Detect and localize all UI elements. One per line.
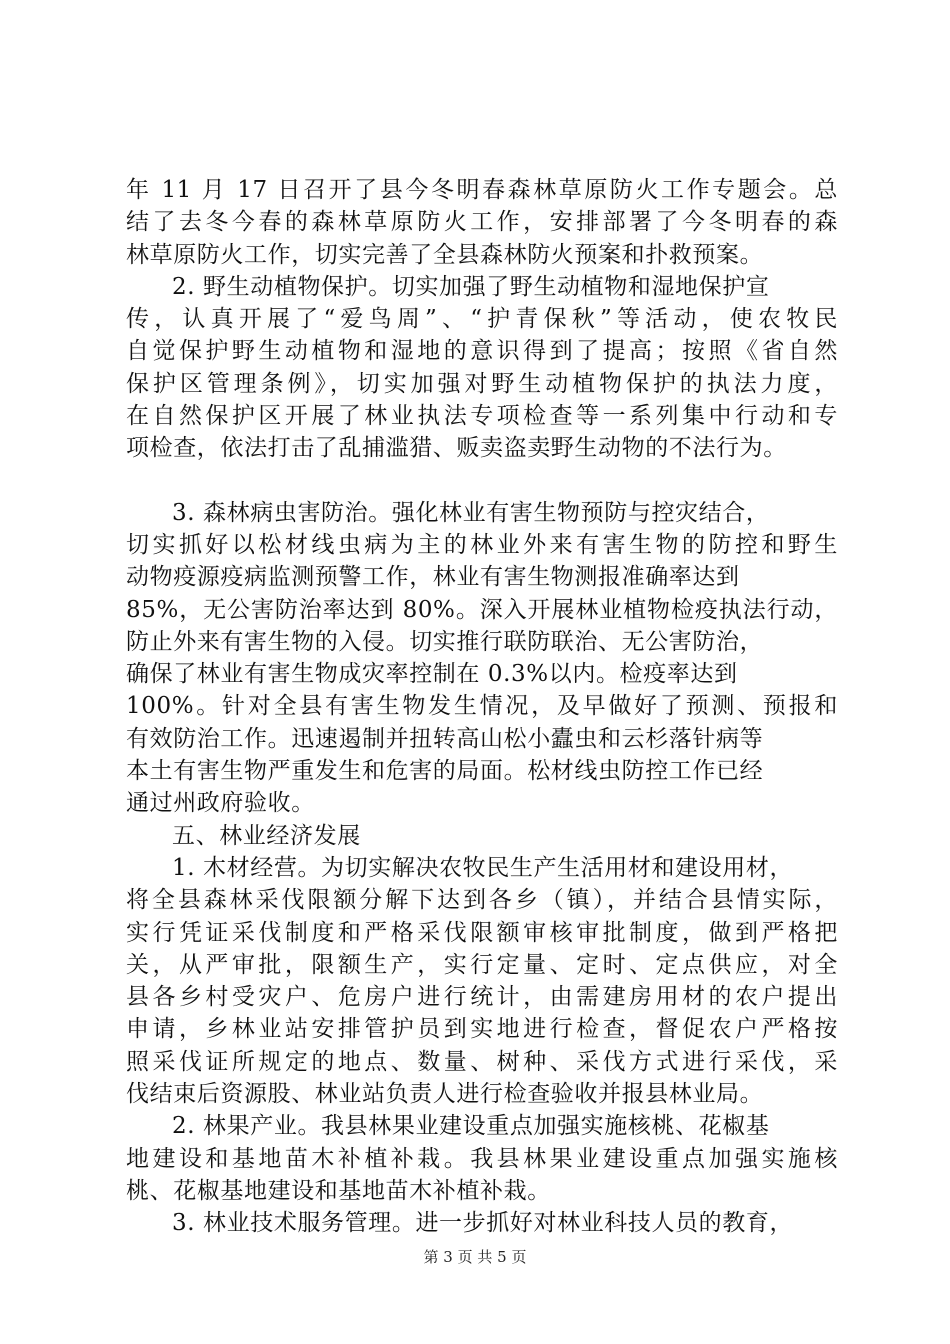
text-line: 实行凭证采伐制度和严格采伐限额审核审批制度，做到严格把 <box>126 919 838 946</box>
paragraph-pest-control <box>126 497 838 820</box>
text-line: 年 11 月 17 日召开了县今冬明春森林草原防火工作专题会。总 <box>126 177 838 203</box>
text-line: 在自然保护区开展了林业执法专项检查等一系列集中行动和专 <box>126 403 838 430</box>
text-line: 3. 森林病虫害防治。强化林业有害生物预防与控灾结合， <box>172 499 770 526</box>
text-line: 2. 林果产业。我县林果业建设重点加强实施核桃、花椒基 <box>172 1113 770 1140</box>
text-line: 自觉保护野生动植物和湿地的意识得到了提高；按照《省自然 <box>126 338 838 365</box>
text-line: 确保了林业有害生物成灾率控制在 0.3%以内。检疫率达到 <box>126 661 738 688</box>
text-line: 伐结束后资源股、林业站负责人进行检查验收并报县林业局。 <box>126 1081 764 1108</box>
text-line: 本土有害生物严重发生和危害的局面。松材线虫防控工作已经 <box>126 758 764 785</box>
text-line: 照采伐证所规定的地点、数量、树种、采伐方式进行采伐，采 <box>126 1048 838 1075</box>
page-number-label: 第 3 页 共 5 页 <box>423 1248 527 1266</box>
text-line: 桃、花椒基地建设和基地苗木补植补栽。 <box>126 1177 551 1204</box>
page-footer <box>0 1246 950 1267</box>
text-line: 防止外来有害生物的入侵。切实推行联防联治、无公害防治， <box>126 628 764 655</box>
text-line: 县各乡村受灾户、危房户进行统计，由需建房用材的农户提出 <box>126 984 838 1011</box>
text-line: 动物疫源疫病监测预警工作，林业有害生物测报准确率达到 <box>126 564 740 591</box>
text-line: 申请，乡林业站安排管护员到实地进行检查，督促农户严格按 <box>126 1016 838 1043</box>
paragraph-fire-prevention-tail <box>126 174 838 271</box>
text-line: 关，从严审批，限额生产，实行定量、定时、定点供应，对全 <box>126 951 838 978</box>
paragraph-wildlife-protection <box>126 271 838 465</box>
text-line: 3. 林业技术服务管理。进一步抓好对林业科技人员的教育， <box>172 1210 794 1237</box>
text-line: 保护区管理条例》，切实加强对野生动植物保护的执法力度， <box>126 370 838 397</box>
text-line: 结了去冬今春的森林草原防火工作，安排部署了今冬明春的森 <box>126 209 838 236</box>
text-line: 地建设和基地苗木补植补栽。我县林果业建设重点加强实施核 <box>126 1145 838 1172</box>
text-line: 有效防治工作。迅速遏制并扭转高山松小蠹虫和云杉落针病等 <box>126 725 764 752</box>
paragraph-fruit-industry <box>126 1110 838 1207</box>
text-line: 将全县森林采伐限额分解下达到各乡（镇），并结合县情实际， <box>126 887 838 914</box>
document-body <box>126 174 838 1240</box>
text-line: 100%。针对全县有害生物发生情况，及早做好了预测、预报和 <box>126 693 838 720</box>
text-line: 1. 木材经营。为切实解决农牧民生产生活用材和建设用材， <box>172 854 794 881</box>
text-line: 通过州政府验收。 <box>126 790 315 817</box>
text-line: 2. 野生动植物保护。切实加强了野生动植物和湿地保护宣 <box>172 273 770 300</box>
text-line: 项检查，依法打击了乱捕滥猎、贩卖盗卖野生动物的不法行为。 <box>126 435 787 462</box>
paragraph-technical-services <box>126 1207 838 1239</box>
section-heading-forestry-economy <box>126 820 838 852</box>
section-heading: 五、林业经济发展 <box>172 822 361 849</box>
paragraph-gap <box>126 465 838 497</box>
text-line: 85%，无公害防治率达到 80%。深入开展林业植物检疫执法行动， <box>126 596 838 623</box>
text-line: 林草原防火工作，切实完善了全县森林防火预案和扑救预案。 <box>126 241 764 268</box>
text-line: 传，认真开展了“爱鸟周”、“护青保秋”等活动，使农牧民 <box>126 306 838 333</box>
paragraph-timber-management <box>126 852 838 1110</box>
text-line: 切实抓好以松材线虫病为主的林业外来有害生物的防控和野生 <box>126 531 838 558</box>
